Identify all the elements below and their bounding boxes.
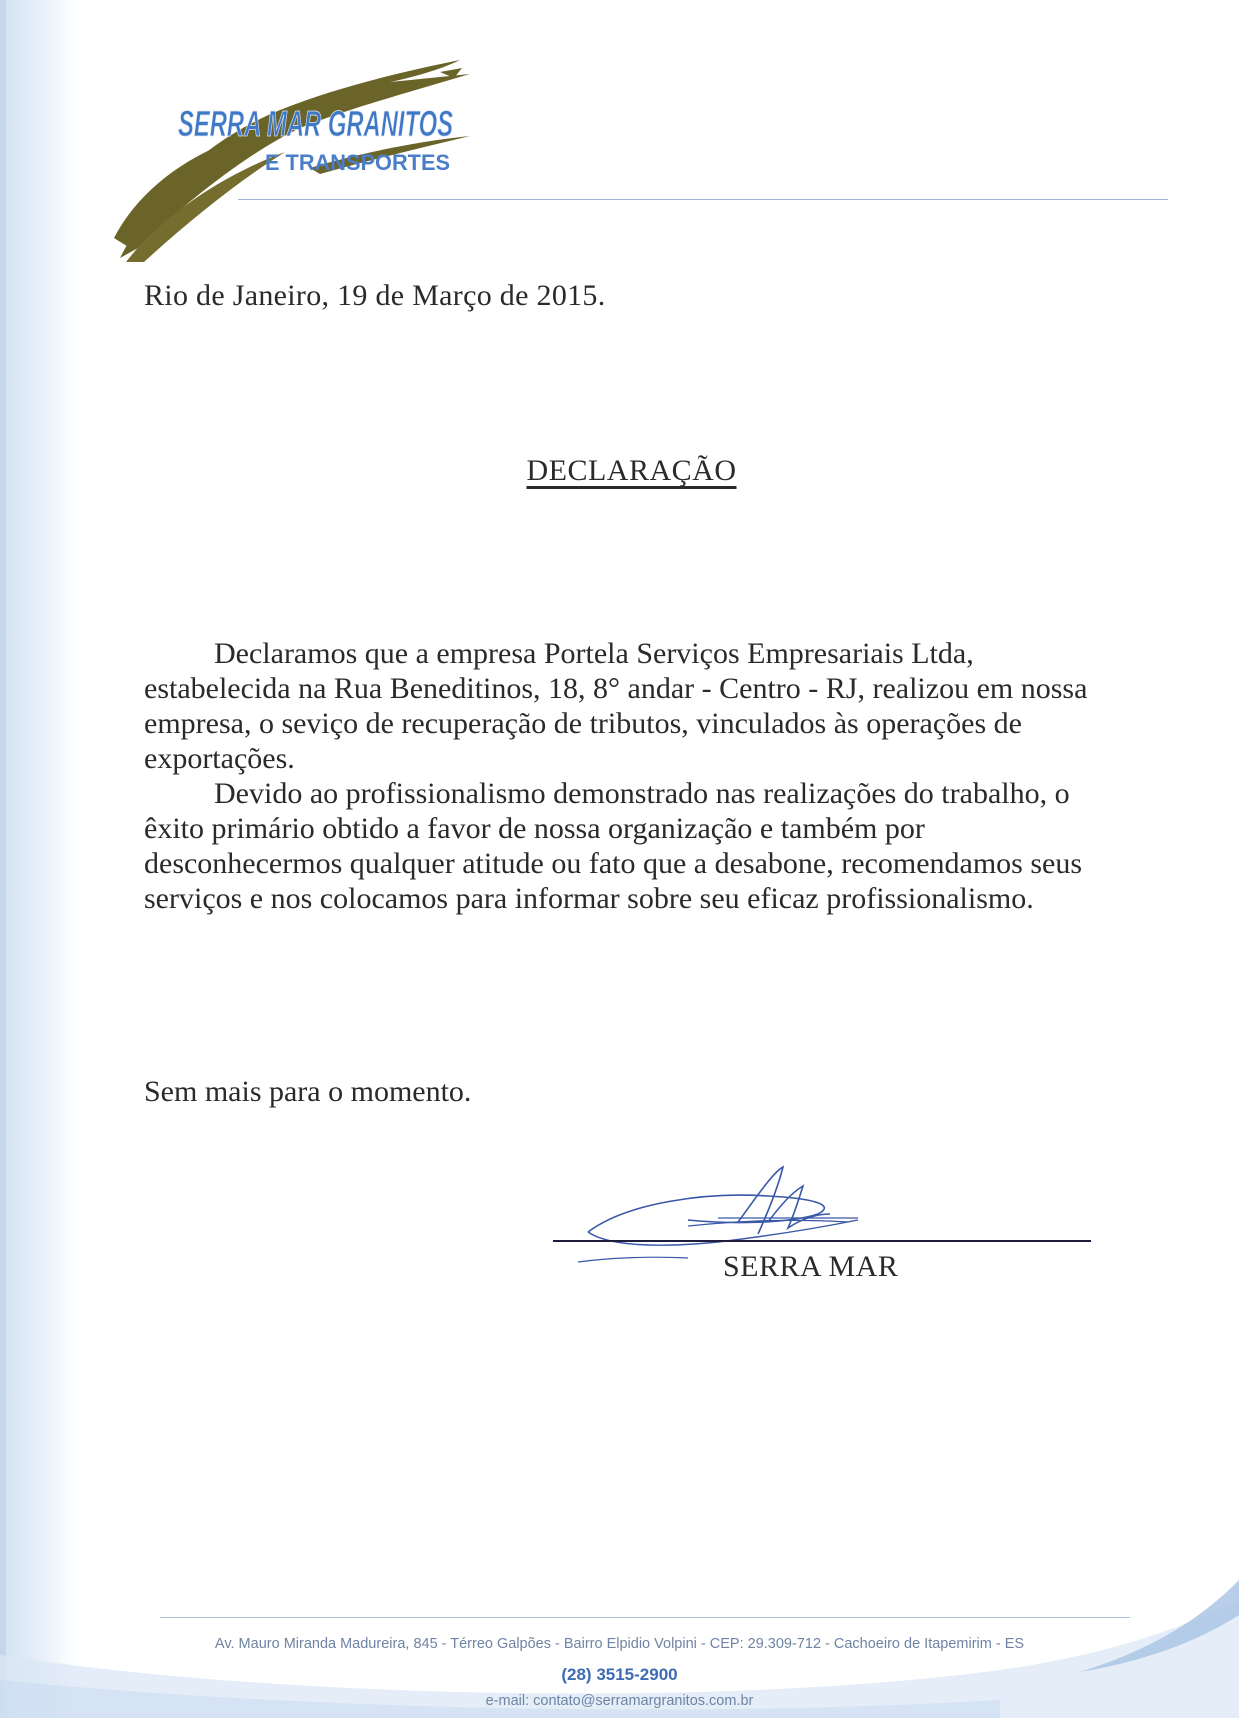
document-title: DECLARAÇÃO (526, 454, 737, 487)
signature-line (553, 1240, 1091, 1242)
company-subtitle: E TRANSPORTES (265, 150, 450, 175)
company-logo (110, 48, 530, 268)
footer-address: Av. Mauro Miranda Madureira, 845 - Térreo Galpões - Bairro Elpidio Volpini - CEP: 29.309-712 - Cachoeiro de Itapemirim - ES (214, 1636, 1025, 1652)
header-rule (238, 199, 1168, 200)
footer-rule (160, 1617, 1130, 1618)
footer-email: e-mail: contato@serramargranitos.com.br (485, 1693, 754, 1709)
body-paragraph-2: Devido ao profissionalismo demonstrado nas realizações do trabalho, o êxito primário obtido a favor de nossa organização e também por desconhecermos qualquer atitude ou fato que a desabone, recomendamos seus serviços e nos colocamos para informar sobre seu eficaz profissionalismo. (144, 777, 1082, 915)
brush-swoosh-logo-icon (110, 48, 530, 268)
footer-phone: (28) 3515-2900 (561, 1665, 678, 1684)
letter-body (144, 636, 1094, 916)
left-edge-stripe (0, 0, 6, 1718)
signatory-name: SERRA MAR (723, 1250, 899, 1283)
company-name: SERRA MAR GRANITOS (178, 103, 453, 144)
letter-date: Rio de Janeiro, 19 de Março de 2015. (144, 279, 606, 312)
closing-line: Sem mais para o momento. (144, 1075, 472, 1108)
body-paragraph-1: Declaramos que a empresa Portela Serviços Empresariais Ltda, estabelecida na Rua Beneditinos, 18, 8° andar - Centro - RJ, realizou em nossa empresa, o seviço de recuperação de tributos, vinculados às operações de exportações. (144, 637, 1088, 775)
document-title-wrapper (0, 454, 1239, 488)
left-decorative-band (0, 0, 78, 1718)
